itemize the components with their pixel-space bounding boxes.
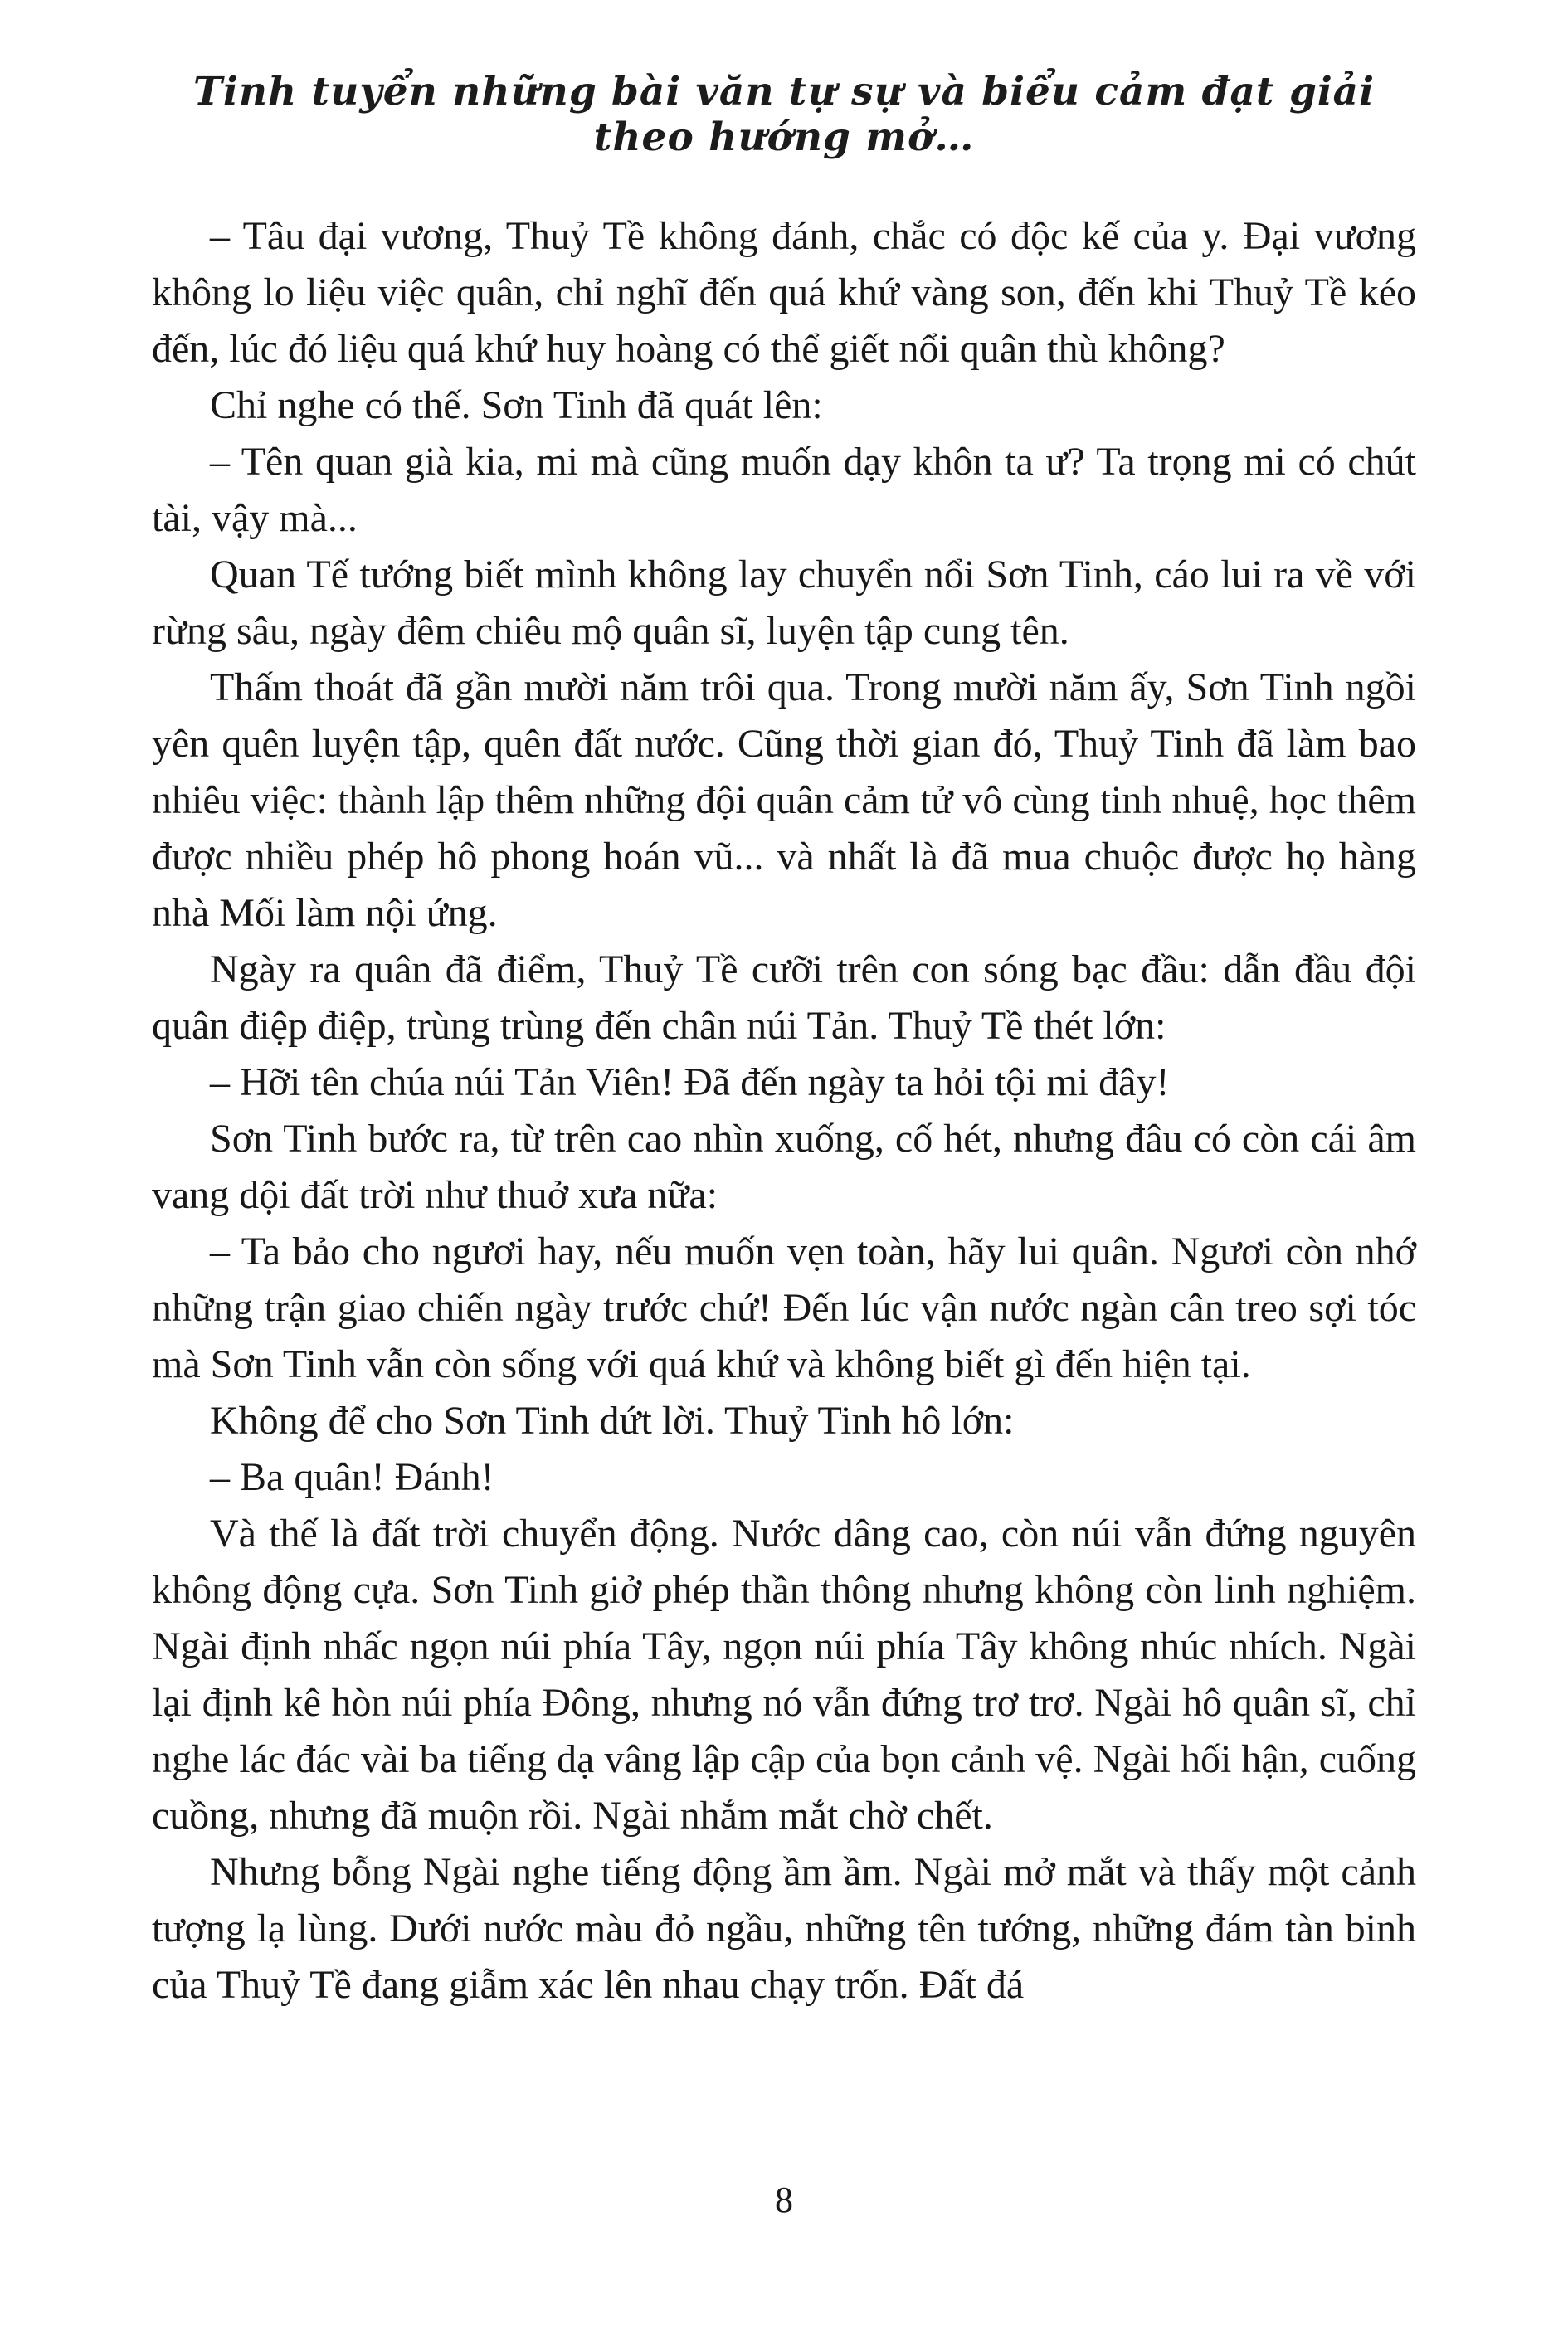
paragraph: – Ba quân! Đánh! — [210, 1455, 494, 1499]
paragraph: – Tâu đại vương, Thuỷ Tề không đánh, chắc có độc kế của y. Đại vương không lo liệu việc quân, chỉ nghĩ đến quá khứ vàng son, đến khi Thuỷ Tề kéo đến, lúc đó liệu quá khứ huy hoàng có thể giết nổi quân thù không? — [152, 214, 1416, 371]
paragraph: – Tên quan già kia, mi mà cũng muốn dạy khôn ta ư? Ta trọng mi có chút tài, vậy mà... — [152, 440, 1416, 540]
paragraph: Không để cho Sơn Tinh dứt lời. Thuỷ Tinh hô lớn: — [210, 1399, 1015, 1443]
paragraph: Chỉ nghe có thế. Sơn Tinh đã quát lên: — [210, 383, 823, 427]
paragraph: – Hỡi tên chúa núi Tản Viên! Đã đến ngày ta hỏi tội mi đây! — [210, 1060, 1170, 1104]
paragraph: Sơn Tinh bước ra, từ trên cao nhìn xuống, cố hét, nhưng đâu có còn cái âm vang dội đất trời như thuở xưa nữa: — [152, 1117, 1416, 1217]
body-text — [152, 208, 1416, 2014]
page-number: 8 — [775, 2179, 793, 2220]
paragraph: – Ta bảo cho ngươi hay, nếu muốn vẹn toàn, hãy lui quân. Ngươi còn nhớ những trận giao chiến ngày trước chứ! Đến lúc vận nước ngàn cân treo sợi tóc mà Sơn Tinh vẫn còn sống với quá khứ và không biết gì đến hiện tại. — [152, 1230, 1416, 1386]
paragraph: Ngày ra quân đã điểm, Thuỷ Tề cưỡi trên con sóng bạc đầu: dẫn đầu đội quân điệp điệp, trùng trùng đến chân núi Tản. Thuỷ Tề thét lớn: — [152, 947, 1416, 1048]
running-header: Tinh tuyển những bài văn tự sự và biểu cảm đạt giải theo hướng mở… — [192, 69, 1375, 160]
paragraph: Và thế là đất trời chuyển động. Nước dâng cao, còn núi vẫn đứng nguyên không động cựa. Sơn Tinh giở phép thần thông nhưng không còn linh nghiệm. Ngài định nhấc ngọn núi phía Tây, ngọn núi phía Tây không nhúc nhích. Ngài lại định kê hòn núi phía Đông, nhưng nó vẫn đứng trơ trơ. Ngài hô quân sĩ, chỉ nghe lác đác vài ba tiếng dạ vâng lập cập của bọn cảnh vệ. Ngài hối hận, cuống cuồng, nhưng đã muộn rồi. Ngài nhắm mắt chờ chết. — [152, 1512, 1416, 1838]
paragraph: Thấm thoát đã gần mười năm trôi qua. Trong mười năm ấy, Sơn Tinh ngồi yên quên luyện tập, quên đất nước. Cũng thời gian đó, Thuỷ Tinh đã làm bao nhiêu việc: thành lập thêm những đội quân cảm tử vô cùng tinh nhuệ, học thêm được nhiều phép hô phong hoán vũ... và nhất là đã mua chuộc được họ hàng nhà Mối làm nội ứng. — [152, 665, 1416, 935]
paragraph: Nhưng bỗng Ngài nghe tiếng động ầm ầm. Ngài mở mắt và thấy một cảnh tượng lạ lùng. Dưới nước màu đỏ ngầu, những tên tướng, những đám tàn binh của Thuỷ Tề đang giẫm xác lên nhau chạy trốn. Đất đá — [152, 1850, 1416, 2007]
paragraph: Quan Tế tướng biết mình không lay chuyển nổi Sơn Tinh, cáo lui ra về với rừng sâu, ngày đêm chiêu mộ quân sĩ, luyện tập cung tên. — [152, 553, 1416, 653]
